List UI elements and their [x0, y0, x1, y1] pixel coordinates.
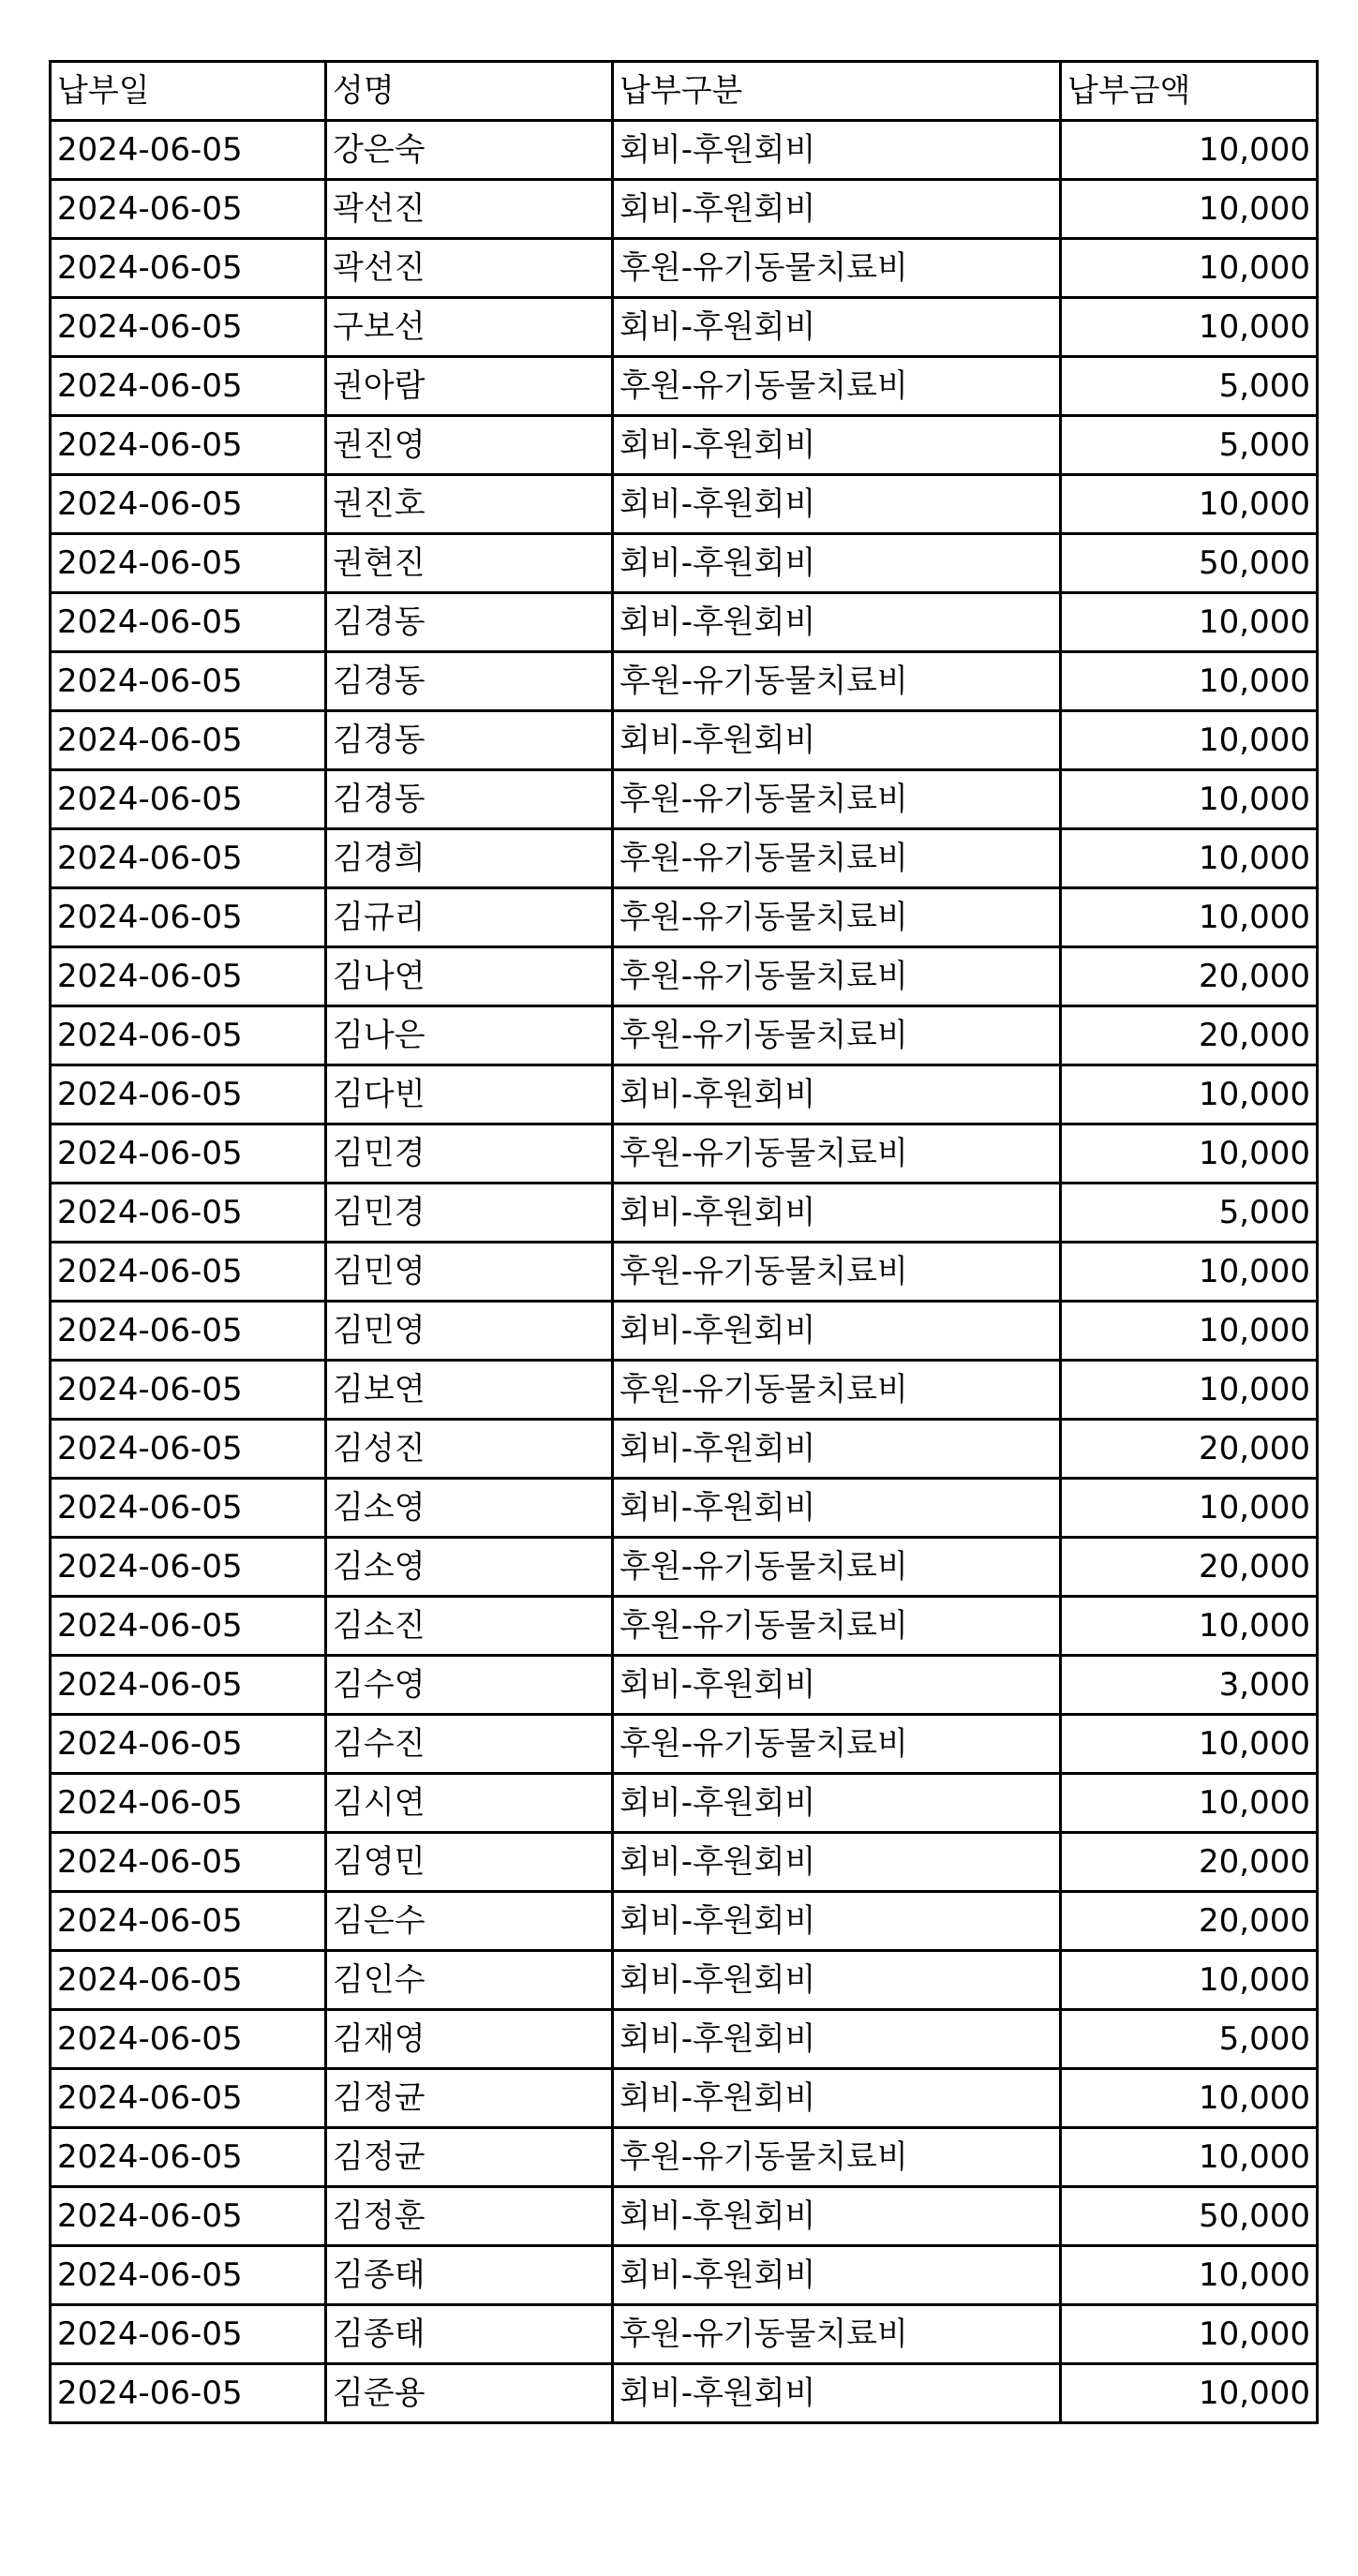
payer-name-cell: 김재영	[326, 2010, 613, 2069]
payment-type-cell: 회비-후원회비	[613, 711, 1061, 770]
table-row	[51, 593, 1318, 652]
payment-type-cell: 회비-후원회비	[613, 416, 1061, 475]
table-row	[51, 416, 1318, 475]
payment-type-cell: 후원-유기동물치료비	[613, 357, 1061, 416]
payer-name-cell: 권현진	[326, 534, 613, 593]
payment-amount-cell: 10,000	[1061, 888, 1318, 947]
payment-date-cell: 2024-06-05	[51, 357, 326, 416]
payment-amount-cell: 5,000	[1061, 1184, 1318, 1243]
payer-name-cell: 김경동	[326, 711, 613, 770]
table-row	[51, 1892, 1318, 1951]
payer-name-cell: 권진호	[326, 475, 613, 534]
table-row	[51, 298, 1318, 357]
payment-amount-cell: 10,000	[1061, 121, 1318, 180]
table-row	[51, 2069, 1318, 2128]
payment-type-cell: 후원-유기동물치료비	[613, 1361, 1061, 1420]
payment-date-cell: 2024-06-05	[51, 534, 326, 593]
payer-name-cell: 김나연	[326, 947, 613, 1006]
payment-type-cell: 후원-유기동물치료비	[613, 829, 1061, 888]
table-row	[51, 2128, 1318, 2187]
payment-type-cell: 회비-후원회비	[613, 1065, 1061, 1124]
payment-type-cell: 후원-유기동물치료비	[613, 2128, 1061, 2187]
payment-type-cell: 회비-후원회비	[613, 1302, 1061, 1361]
column-header-type: 납부구분	[613, 62, 1061, 121]
table-row	[51, 1774, 1318, 1833]
payer-name-cell: 김종태	[326, 2246, 613, 2305]
payment-date-cell: 2024-06-05	[51, 1361, 326, 1420]
table-row	[51, 770, 1318, 829]
table-row	[51, 1656, 1318, 1715]
payer-name-cell: 권진영	[326, 416, 613, 475]
table-row	[51, 711, 1318, 770]
table-row	[51, 1243, 1318, 1302]
table-row	[51, 180, 1318, 239]
payment-type-cell: 회비-후원회비	[613, 180, 1061, 239]
payer-name-cell: 김은수	[326, 1892, 613, 1951]
payment-date-cell: 2024-06-05	[51, 1892, 326, 1951]
payment-date-cell: 2024-06-05	[51, 1656, 326, 1715]
payment-amount-cell: 10,000	[1061, 1065, 1318, 1124]
table-row	[51, 2305, 1318, 2364]
table-row	[51, 357, 1318, 416]
payment-type-cell: 후원-유기동물치료비	[613, 1538, 1061, 1597]
payment-type-cell: 후원-유기동물치료비	[613, 2305, 1061, 2364]
payment-type-cell: 후원-유기동물치료비	[613, 1243, 1061, 1302]
table-row	[51, 1597, 1318, 1656]
payment-amount-cell: 10,000	[1061, 2246, 1318, 2305]
payment-amount-cell: 10,000	[1061, 1597, 1318, 1656]
payment-type-cell: 후원-유기동물치료비	[613, 652, 1061, 711]
payer-name-cell: 김정균	[326, 2128, 613, 2187]
payment-date-cell: 2024-06-05	[51, 475, 326, 534]
payment-amount-cell: 10,000	[1061, 1302, 1318, 1361]
table-row	[51, 1006, 1318, 1065]
payment-amount-cell: 20,000	[1061, 1006, 1318, 1065]
payment-type-cell: 후원-유기동물치료비	[613, 888, 1061, 947]
payer-name-cell: 김수영	[326, 1656, 613, 1715]
payment-date-cell: 2024-06-05	[51, 829, 326, 888]
payment-date-cell: 2024-06-05	[51, 593, 326, 652]
payer-name-cell: 곽선진	[326, 239, 613, 298]
payer-name-cell: 김수진	[326, 1715, 613, 1774]
payment-type-cell: 후원-유기동물치료비	[613, 1597, 1061, 1656]
payment-type-cell: 회비-후원회비	[613, 2010, 1061, 2069]
payment-amount-cell: 10,000	[1061, 1243, 1318, 1302]
payment-date-cell: 2024-06-05	[51, 121, 326, 180]
payment-date-cell: 2024-06-05	[51, 2010, 326, 2069]
table-row	[51, 1479, 1318, 1538]
payment-amount-cell: 20,000	[1061, 1833, 1318, 1892]
payment-type-cell: 회비-후원회비	[613, 1892, 1061, 1951]
payment-amount-cell: 10,000	[1061, 711, 1318, 770]
payer-name-cell: 김규리	[326, 888, 613, 947]
payment-date-cell: 2024-06-05	[51, 1951, 326, 2010]
column-header-amount: 납부금액	[1061, 62, 1318, 121]
payment-amount-cell: 20,000	[1061, 947, 1318, 1006]
payment-amount-cell: 50,000	[1061, 534, 1318, 593]
table-row	[51, 2364, 1318, 2423]
table-row	[51, 534, 1318, 593]
payer-name-cell: 권아람	[326, 357, 613, 416]
payment-amount-cell: 10,000	[1061, 180, 1318, 239]
payment-amount-cell: 10,000	[1061, 1124, 1318, 1184]
payer-name-cell: 김소영	[326, 1538, 613, 1597]
payment-date-cell: 2024-06-05	[51, 888, 326, 947]
payment-type-cell: 회비-후원회비	[613, 1951, 1061, 2010]
payment-amount-cell: 50,000	[1061, 2187, 1318, 2246]
table-header	[51, 62, 1318, 121]
table-row	[51, 121, 1318, 180]
table-row	[51, 1538, 1318, 1597]
payment-date-cell: 2024-06-05	[51, 1833, 326, 1892]
payment-amount-cell: 5,000	[1061, 2010, 1318, 2069]
payment-type-cell: 회비-후원회비	[613, 1479, 1061, 1538]
table-row	[51, 2246, 1318, 2305]
payment-amount-cell: 10,000	[1061, 1479, 1318, 1538]
payer-name-cell: 김경희	[326, 829, 613, 888]
payment-amount-cell: 20,000	[1061, 1420, 1318, 1479]
payment-type-cell: 회비-후원회비	[613, 475, 1061, 534]
payment-date-cell: 2024-06-05	[51, 298, 326, 357]
payer-name-cell: 김정균	[326, 2069, 613, 2128]
payer-name-cell: 김소진	[326, 1597, 613, 1656]
payment-type-cell: 후원-유기동물치료비	[613, 1715, 1061, 1774]
payment-date-cell: 2024-06-05	[51, 416, 326, 475]
payer-name-cell: 김준용	[326, 2364, 613, 2423]
table-row	[51, 652, 1318, 711]
payer-name-cell: 김경동	[326, 770, 613, 829]
payer-name-cell: 김영민	[326, 1833, 613, 1892]
payment-date-cell: 2024-06-05	[51, 1597, 326, 1656]
payer-name-cell: 구보선	[326, 298, 613, 357]
payment-type-cell: 후원-유기동물치료비	[613, 770, 1061, 829]
column-header-date: 납부일	[51, 62, 326, 121]
payment-date-cell: 2024-06-05	[51, 1006, 326, 1065]
payment-date-cell: 2024-06-05	[51, 1479, 326, 1538]
payment-type-cell: 후원-유기동물치료비	[613, 1124, 1061, 1184]
table-row	[51, 888, 1318, 947]
payment-date-cell: 2024-06-05	[51, 2305, 326, 2364]
payment-amount-cell: 20,000	[1061, 1892, 1318, 1951]
payment-date-cell: 2024-06-05	[51, 2069, 326, 2128]
payment-date-cell: 2024-06-05	[51, 1538, 326, 1597]
payment-type-cell: 회비-후원회비	[613, 2069, 1061, 2128]
payment-date-cell: 2024-06-05	[51, 711, 326, 770]
payment-amount-cell: 10,000	[1061, 652, 1318, 711]
payment-amount-cell: 10,000	[1061, 1715, 1318, 1774]
payment-amount-cell: 10,000	[1061, 475, 1318, 534]
table-row	[51, 1065, 1318, 1124]
table-row	[51, 239, 1318, 298]
table-row	[51, 2010, 1318, 2069]
table-row	[51, 1420, 1318, 1479]
payer-name-cell: 김민경	[326, 1124, 613, 1184]
payment-type-cell: 회비-후원회비	[613, 593, 1061, 652]
payment-type-cell: 회비-후원회비	[613, 298, 1061, 357]
table-row	[51, 1124, 1318, 1184]
table-row	[51, 1302, 1318, 1361]
payment-type-cell: 회비-후원회비	[613, 2187, 1061, 2246]
payment-type-cell: 후원-유기동물치료비	[613, 239, 1061, 298]
payment-amount-cell: 10,000	[1061, 2128, 1318, 2187]
payment-amount-cell: 10,000	[1061, 2364, 1318, 2423]
payment-date-cell: 2024-06-05	[51, 2246, 326, 2305]
payment-date-cell: 2024-06-05	[51, 2364, 326, 2423]
payment-type-cell: 회비-후원회비	[613, 1184, 1061, 1243]
payment-date-cell: 2024-06-05	[51, 2187, 326, 2246]
table-row	[51, 1715, 1318, 1774]
payment-date-cell: 2024-06-05	[51, 1302, 326, 1361]
payer-name-cell: 김성진	[326, 1420, 613, 1479]
payer-name-cell: 김경동	[326, 652, 613, 711]
payment-type-cell: 회비-후원회비	[613, 1833, 1061, 1892]
payment-date-cell: 2024-06-05	[51, 1065, 326, 1124]
payment-date-cell: 2024-06-05	[51, 239, 326, 298]
payer-name-cell: 김민영	[326, 1302, 613, 1361]
payer-name-cell: 김민영	[326, 1243, 613, 1302]
payer-name-cell: 김다빈	[326, 1065, 613, 1124]
table-row	[51, 1951, 1318, 2010]
header-row	[51, 62, 1318, 121]
column-header-name: 성명	[326, 62, 613, 121]
payment-type-cell: 회비-후원회비	[613, 2246, 1061, 2305]
payment-amount-cell: 20,000	[1061, 1538, 1318, 1597]
payment-date-cell: 2024-06-05	[51, 1420, 326, 1479]
payment-amount-cell: 10,000	[1061, 2305, 1318, 2364]
payment-date-cell: 2024-06-05	[51, 180, 326, 239]
table-row	[51, 475, 1318, 534]
payment-amount-cell: 10,000	[1061, 1361, 1318, 1420]
payment-type-cell: 회비-후원회비	[613, 1774, 1061, 1833]
payment-amount-cell: 10,000	[1061, 829, 1318, 888]
payer-name-cell: 김시연	[326, 1774, 613, 1833]
payer-name-cell: 김보연	[326, 1361, 613, 1420]
payment-type-cell: 회비-후원회비	[613, 1420, 1061, 1479]
table-row	[51, 947, 1318, 1006]
payment-date-cell: 2024-06-05	[51, 1774, 326, 1833]
payment-type-cell: 회비-후원회비	[613, 534, 1061, 593]
payment-date-cell: 2024-06-05	[51, 770, 326, 829]
payment-amount-cell: 5,000	[1061, 416, 1318, 475]
payment-date-cell: 2024-06-05	[51, 1124, 326, 1184]
payment-amount-cell: 10,000	[1061, 1951, 1318, 2010]
payment-date-cell: 2024-06-05	[51, 1243, 326, 1302]
payer-name-cell: 김나은	[326, 1006, 613, 1065]
table-body	[51, 121, 1318, 2423]
payment-type-cell: 회비-후원회비	[613, 121, 1061, 180]
payer-name-cell: 강은숙	[326, 121, 613, 180]
payment-type-cell: 후원-유기동물치료비	[613, 1006, 1061, 1065]
payer-name-cell: 곽선진	[326, 180, 613, 239]
table-row	[51, 1361, 1318, 1420]
payer-name-cell: 김경동	[326, 593, 613, 652]
payment-type-cell: 회비-후원회비	[613, 2364, 1061, 2423]
payment-amount-cell: 10,000	[1061, 593, 1318, 652]
payment-amount-cell: 5,000	[1061, 357, 1318, 416]
payment-table	[49, 60, 1319, 2424]
table-row	[51, 1833, 1318, 1892]
payment-amount-cell: 10,000	[1061, 770, 1318, 829]
payment-amount-cell: 10,000	[1061, 239, 1318, 298]
payment-date-cell: 2024-06-05	[51, 1715, 326, 1774]
payment-amount-cell: 10,000	[1061, 1774, 1318, 1833]
payment-type-cell: 회비-후원회비	[613, 1656, 1061, 1715]
payer-name-cell: 김소영	[326, 1479, 613, 1538]
payment-date-cell: 2024-06-05	[51, 2128, 326, 2187]
payer-name-cell: 김인수	[326, 1951, 613, 2010]
payment-date-cell: 2024-06-05	[51, 947, 326, 1006]
payer-name-cell: 김종태	[326, 2305, 613, 2364]
payer-name-cell: 김민경	[326, 1184, 613, 1243]
payer-name-cell: 김정훈	[326, 2187, 613, 2246]
payment-amount-cell: 3,000	[1061, 1656, 1318, 1715]
payment-date-cell: 2024-06-05	[51, 652, 326, 711]
payment-type-cell: 후원-유기동물치료비	[613, 947, 1061, 1006]
payment-amount-cell: 10,000	[1061, 298, 1318, 357]
table-row	[51, 829, 1318, 888]
payment-amount-cell: 10,000	[1061, 2069, 1318, 2128]
payment-date-cell: 2024-06-05	[51, 1184, 326, 1243]
table-row	[51, 1184, 1318, 1243]
table-row	[51, 2187, 1318, 2246]
